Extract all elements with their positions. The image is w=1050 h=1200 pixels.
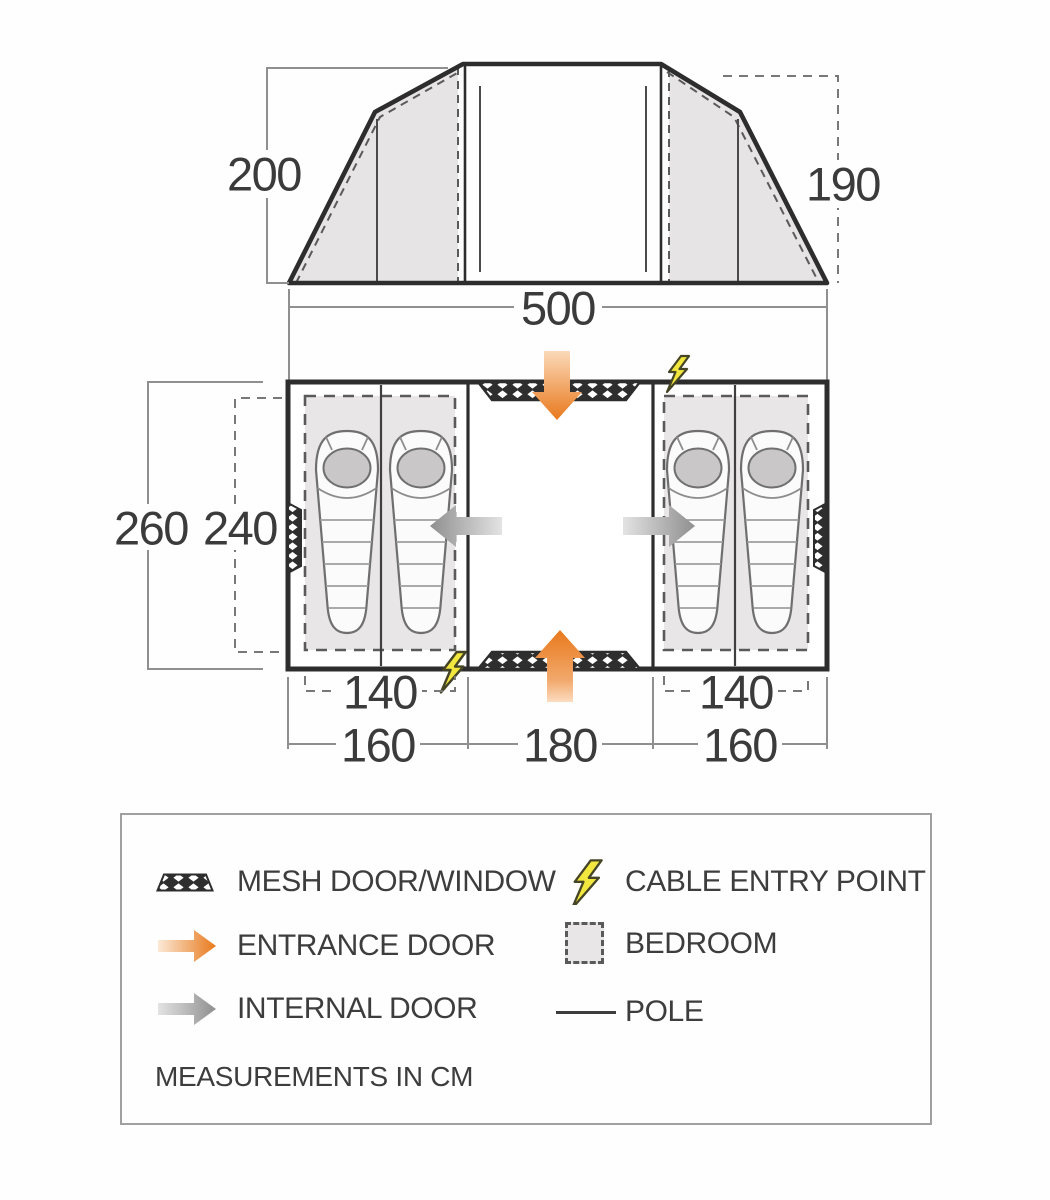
floorplan-view: [288, 351, 827, 702]
dim-section-left-width: 160: [341, 718, 415, 772]
dim-bedroom-right-width: 140: [699, 665, 773, 719]
dim-bedroom-left-width: 140: [343, 665, 417, 719]
internal-door-icon: [158, 991, 216, 1027]
elevation-view: [222, 64, 887, 380]
legend-entrance-label: ENTRANCE DOOR: [237, 929, 496, 962]
dim-elevation-height-right: 190: [806, 157, 880, 211]
dim-section-right-width: 160: [703, 718, 777, 772]
legend-cable-label: CABLE ENTRY POINT: [625, 865, 926, 898]
dim-depth-outer: 260: [114, 501, 188, 555]
mesh-window-left: [288, 503, 301, 573]
elevation-left-bedroom-shade: [289, 67, 458, 283]
dim-bedroom-depth: 240: [203, 501, 277, 555]
dim-elevation-width: 500: [521, 281, 595, 335]
bedroom-icon: [565, 922, 604, 964]
mesh-window-right: [814, 503, 827, 573]
dim-elevation-height-left: 200: [227, 147, 301, 201]
legend-pole-label: POLE: [625, 995, 704, 1028]
legend-internal-label: INTERNAL DOOR: [237, 992, 478, 1025]
dim-living-width: 180: [523, 718, 597, 772]
legend-bedroom-label: BEDROOM: [625, 927, 778, 960]
legend-mesh-label: MESH DOOR/WINDOW: [237, 865, 556, 898]
cable-entry-point-icon: [572, 859, 604, 905]
entrance-door-icon: [158, 928, 216, 964]
pole-icon: [556, 1011, 616, 1014]
mesh-door-window-icon: [156, 873, 214, 892]
legend-measurements-note: MEASUREMENTS IN CM: [155, 1061, 474, 1092]
